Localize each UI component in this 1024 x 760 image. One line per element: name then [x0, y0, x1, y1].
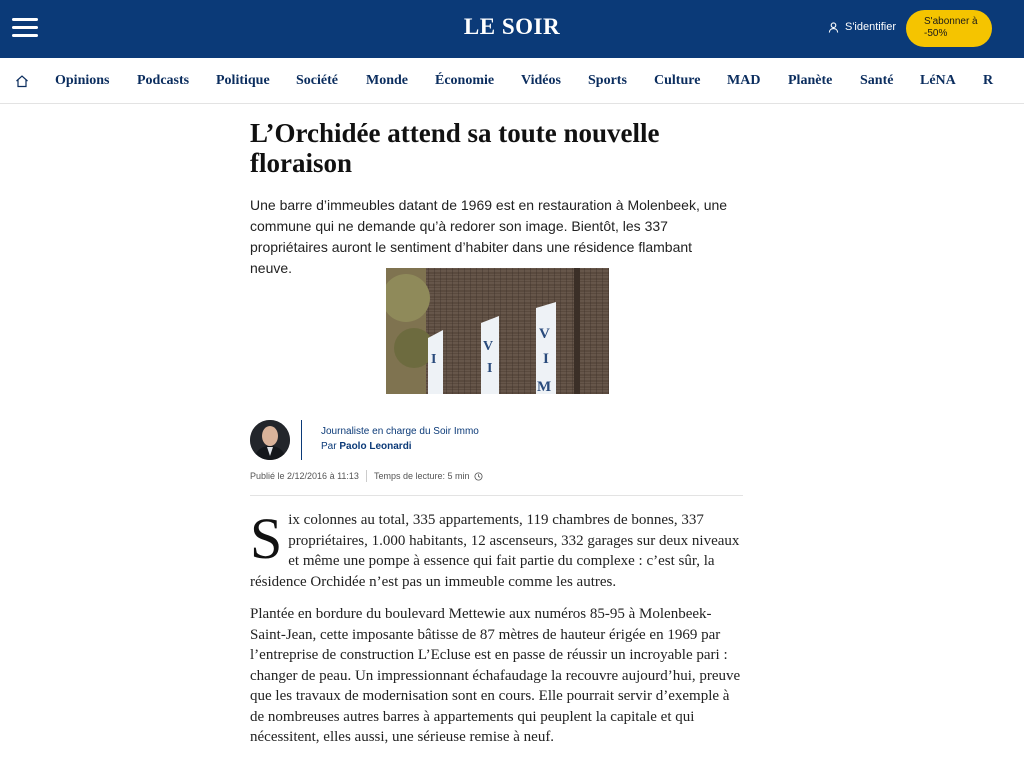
nav-item-lena[interactable]: LéNA [920, 73, 956, 88]
svg-text:M: M [537, 379, 552, 394]
nav-item-monde[interactable]: Monde [366, 73, 408, 88]
nav-item-mad[interactable]: MAD [727, 73, 761, 88]
site-logo[interactable]: LE SOIR [463, 14, 561, 39]
article-lead: Une barre d’immeubles datant de 1969 est en restauration à Molenbeek, une commune qui ne demande qu’à redorer son image. Bientôt, les 337 propriétaires auront le sentiment d’habiter dans une résidence flambant neuve. [250, 197, 728, 276]
article-image[interactable] [386, 268, 609, 394]
article-body [250, 506, 746, 760]
meta-separator [366, 470, 367, 482]
author-block [250, 420, 650, 460]
paragraph-2: Plantée en bordure du boulevard Mettewie aux numéros 85-95 à Molenbeek-Saint-Jean, cette imposante bâtisse de 87 mètres de hauteur érigée en 1969 par l’entreprise de construction L’Ecluse est en passe de réussir un incroyable pari : changer de peau. Un impressionnant échafaudage la recouvre aujourd’hui, preuve que les travaux de modernisation sont en cours. Elle pourrait servir d’exemple à de nombreuses autres barres à appartements qui peuplent la capitale et qui nécessitent, elles aussi, une sérieuse remise à neuf. [250, 606, 741, 745]
login-button[interactable] [828, 21, 896, 33]
login-label: S'identifier [845, 21, 897, 33]
author-photo [250, 420, 290, 460]
paragraph-1-text: ix colonnes au total, 335 appartements, 119 chambres de bonnes, 337 propriétaires, 1.000 habitants, 12 ascenseurs, 332 garages sur deux niveaux et même une pompe à essence qui fait partie du complexe : c’est sûr, la résidence Orchidée n’est pas un immeuble comme les autres. [250, 512, 740, 590]
drop-cap: S [250, 506, 283, 571]
reading-time: Temps de lecture: 5 min [373, 471, 470, 481]
top-bar [0, 0, 1024, 58]
nav-item-planete[interactable]: Planète [788, 73, 833, 88]
nav-item-culture[interactable]: Culture [654, 73, 701, 88]
nav-item-economie[interactable]: Économie [435, 73, 495, 88]
clock-icon [474, 472, 483, 481]
nav-item-sports[interactable]: Sports [588, 73, 627, 88]
nav-item-opinions[interactable]: Opinions [55, 73, 110, 88]
author-name-link[interactable]: Paolo Leonardi [339, 441, 412, 452]
subscribe-button[interactable]: S'abonner à -50% [906, 10, 992, 47]
svg-text:V: V [483, 339, 494, 354]
author-role: Journaliste en charge du Soir Immo [321, 426, 479, 437]
article-header [250, 118, 750, 279]
menu-icon[interactable] [12, 18, 38, 38]
svg-text:I: I [431, 352, 437, 367]
paragraph-1 [250, 506, 746, 592]
byline [321, 441, 412, 452]
svg-text:I: I [487, 361, 493, 376]
article-title: L’Orchidée attend sa toute nouvelle floraison [250, 118, 660, 178]
nav-item-videos[interactable]: Vidéos [521, 73, 561, 88]
divider [250, 495, 743, 496]
nav-item-r[interactable]: R [983, 73, 994, 88]
home-icon[interactable] [15, 74, 29, 88]
svg-text:V: V [539, 326, 550, 342]
svg-text:I: I [543, 351, 549, 367]
main-nav [0, 58, 1024, 104]
nav-item-societe[interactable]: Société [296, 73, 338, 88]
nav-item-podcasts[interactable]: Podcasts [137, 73, 190, 88]
nav-item-sante[interactable]: Santé [860, 73, 894, 88]
author-avatar[interactable] [250, 420, 290, 460]
user-icon [828, 22, 839, 33]
published-date: Publié le 2/12/2016 à 11:13 [250, 471, 359, 481]
building-scaffolding-image [386, 268, 609, 394]
byline-prefix: Par [321, 441, 337, 452]
article-meta [250, 470, 483, 482]
author-divider [301, 420, 302, 460]
nav-item-politique[interactable]: Politique [216, 73, 270, 88]
